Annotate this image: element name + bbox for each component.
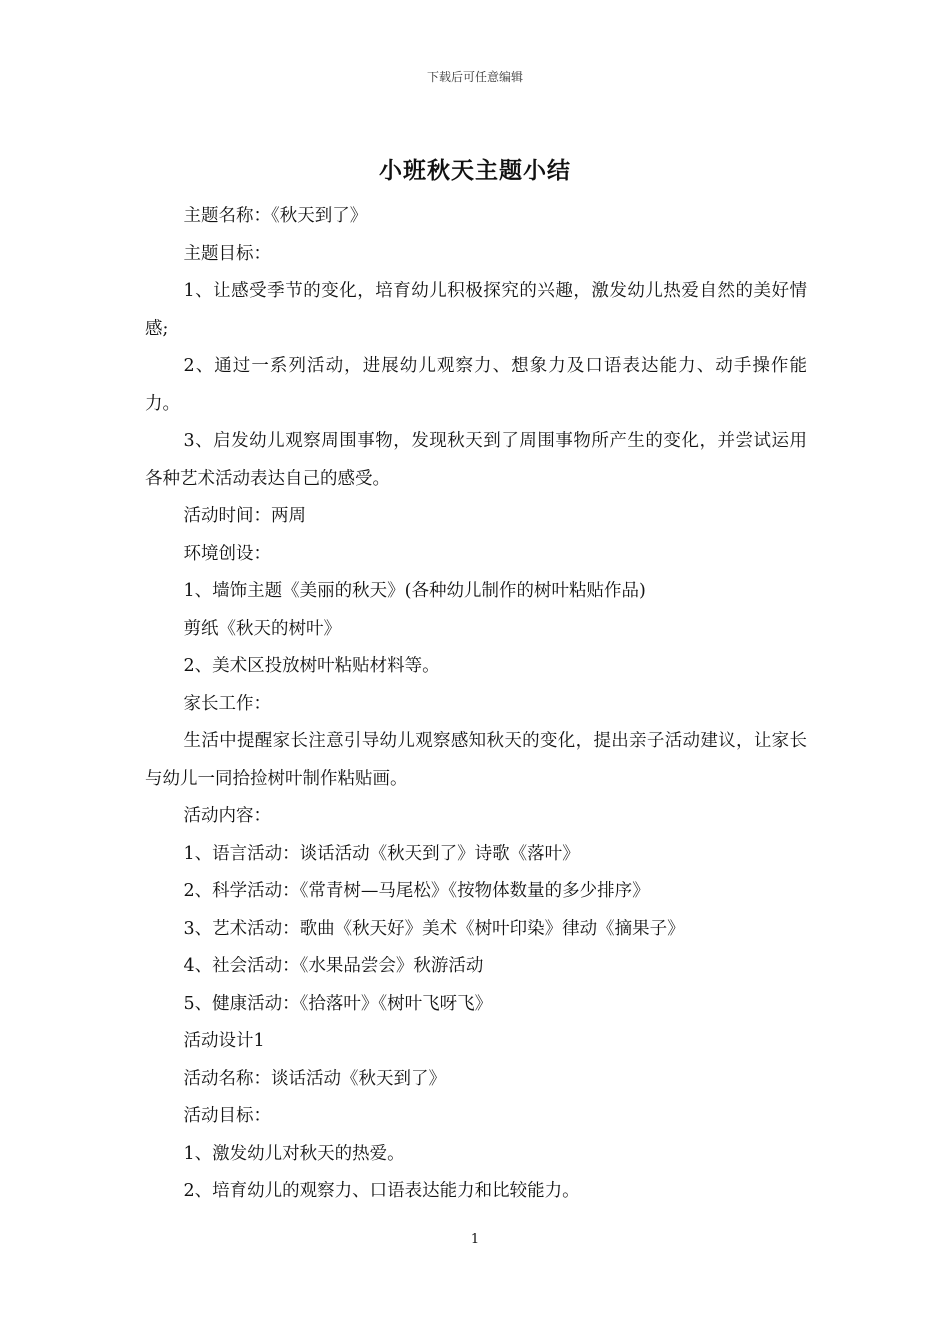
paragraph-paper-cutting: 剪纸《秋天的树叶》 xyxy=(183,618,341,639)
paragraph-environment-1: 1、墙饰主题《美丽的秋天》(各种幼儿制作的树叶粘贴作品) xyxy=(183,581,646,601)
document-body xyxy=(145,198,807,1211)
paragraph-goal-1: 1、让感受季节的变化，培育幼儿积极探究的兴趣，激发幼儿热爱自然的美好情感; xyxy=(145,281,807,339)
paragraph-environment-2: 2、美术区投放树叶粘贴材料等。 xyxy=(183,656,440,676)
paragraph-activity-goal-1: 1、激发幼儿对秋天的热爱。 xyxy=(183,1143,405,1164)
paragraph-activity-content-heading: 活动内容： xyxy=(183,806,271,826)
paragraph-content-social: 4、社会活动：《水果品尝会》秋游活动 xyxy=(183,956,484,976)
paragraph-content-art: 3、艺术活动：歌曲《秋天好》美术《树叶印染》律动《摘果子》 xyxy=(183,918,685,939)
paragraph-activity-name: 活动名称：谈话活动《秋天到了》 xyxy=(183,1068,446,1089)
paragraph-activity-goals-heading: 活动目标： xyxy=(183,1106,271,1126)
paragraph-activity-time: 活动时间：两周 xyxy=(183,506,306,526)
paragraph-parent-work: 生活中提醒家长注意引导幼儿观察感知秋天的变化，提出亲子活动建议，让家长与幼儿一同拾捡树叶制作粘贴画。 xyxy=(145,731,807,789)
paragraph-goal-3: 3、启发幼儿观察周围事物，发现秋天到了周围事物所产生的变化，并尝试运用各种艺术活动表达自己的感受。 xyxy=(145,431,807,489)
paragraph-parent-work-heading: 家长工作： xyxy=(183,693,271,714)
paragraph-theme-goals-heading: 主题目标： xyxy=(183,243,271,264)
paragraph-theme-name: 主题名称：《秋天到了》 xyxy=(183,206,368,226)
paragraph-content-science: 2、科学活动：《常青树—马尾松》《按物体数量的多少排序》 xyxy=(183,881,650,901)
document-title: 小班秋天主题小结 xyxy=(379,157,571,184)
paragraph-goal-2: 2、通过一系列活动，进展幼儿观察力、想象力及口语表达能力、动手操作能力。 xyxy=(145,356,807,414)
paragraph-activity-goal-2: 2、培育幼儿的观察力、口语表达能力和比较能力。 xyxy=(183,1181,580,1201)
paragraph-content-language: 1、语言活动：谈话活动《秋天到了》诗歌《落叶》 xyxy=(183,843,580,864)
header-note: 下载后可任意编辑 xyxy=(426,70,523,84)
paragraph-content-health: 5、健康活动：《拾落叶》《树叶飞呀飞》 xyxy=(183,993,493,1014)
paragraph-environment-heading: 环境创设： xyxy=(183,543,271,564)
page-number: 1 xyxy=(470,1232,480,1247)
paragraph-activity-design-1: 活动设计1 xyxy=(183,1031,265,1051)
